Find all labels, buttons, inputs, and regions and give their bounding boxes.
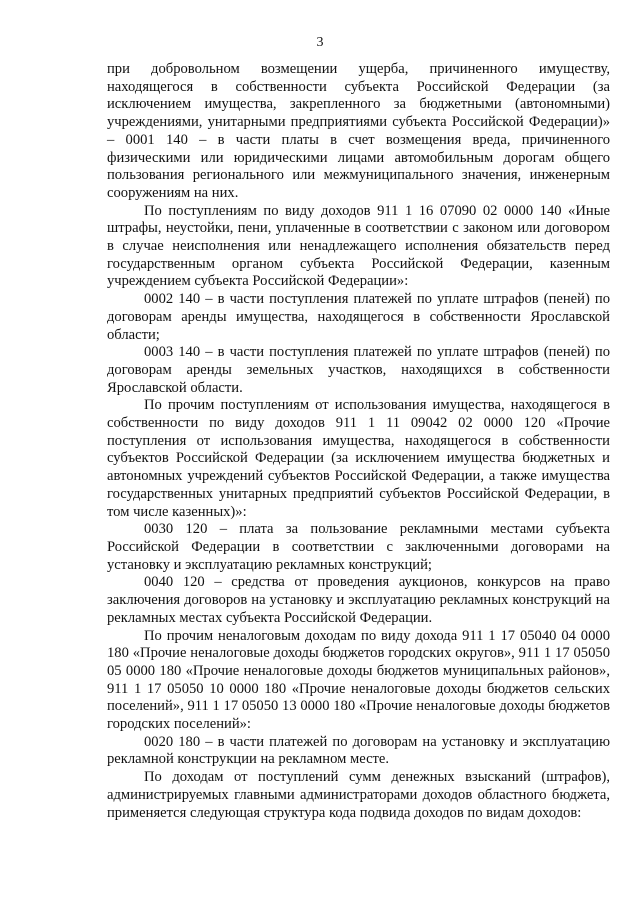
paragraph-code-0002-140: 0002 140 – в части поступления платежей по уплате штрафов (пеней) по договорам аренды имущества, находящегося в собственности Ярославской области; <box>107 291 610 343</box>
paragraph-property-use-income: По прочим поступлениям от использования имущества, находящегося в собственности по виду доходов 911 1 11 09042 02 0000 120 «Прочие поступления от использования имущества, находящегося в собственности субъектов Российской Федерации (за исключением имущества бюджетных и автономных учреждений субъектов Российской Федерации, а также имущества государственных унитарных предприятий субъектов Российской Федерации, в том числе казенных)»: <box>107 397 610 520</box>
paragraph-continuation: при добровольном возмещении ущерба, причиненного имуществу, находящегося в собственности субъекта Российской Федерации (за исключением имущества, закрепленного за бюджетными (автономными) учреждениями, унитарными предприятиями субъекта Российской Федерации)» – 0001 140 – в части платы в счет возмещения вреда, причиненного физическими или юридическими лицами автомобильным дорогам общего пользования регионального или межмуниципального значения, инженерным сооружениям на них. <box>107 61 610 201</box>
paragraph-penalties-structure: По доходам от поступлений сумм денежных взысканий (штрафов), администрируемых главными администраторами доходов областного бюджета, применяется следующая структура кода подвида доходов по видам доходов: <box>107 769 610 821</box>
document-body <box>107 61 610 822</box>
paragraph-code-0030-120: 0030 120 – плата за пользование рекламными местами субъекта Российской Федерации в соответствии с заключенными договорами на установку и эксплуатацию рекламных конструкций; <box>107 521 610 573</box>
paragraph-fines-income-type: По поступлениям по виду доходов 911 1 16 07090 02 0000 140 «Иные штрафы, неустойки, пени, уплаченные в соответствии с законом или договором в случае неисполнения или ненадлежащего исполнения обязательств перед государственным органом субъекта Российской Федерации, казенным учреждением субъекта Российской Федерации»: <box>107 202 610 290</box>
paragraph-code-0040-120: 0040 120 – средства от проведения аукционов, конкурсов на право заключения договоров на установку и эксплуатацию рекламных конструкций на рекламных местах субъекта Российской Федерации. <box>107 574 610 626</box>
paragraph-nontax-income: По прочим неналоговым доходам по виду дохода 911 1 17 05040 04 0000 180 «Прочие неналоговые доходы бюджетов городских округов», 911 1 17 05050 05 0000 180 «Прочие неналоговые доходы бюджетов муниципальных районов», 911 1 17 05050 10 0000 180 «Прочие неналоговые доходы бюджетов сельских поселений», 911 1 17 05050 13 0000 180 «Прочие неналоговые доходы бюджетов городских поселений»: <box>107 627 610 733</box>
paragraph-code-0003-140: 0003 140 – в части поступления платежей по уплате штрафов (пеней) по договорам аренды земельных участков, находящихся в собственности Ярославской области. <box>107 344 610 396</box>
page-number: 3 <box>316 35 324 50</box>
paragraph-code-0020-180: 0020 180 – в части платежей по договорам на установку и эксплуатацию рекламной конструкции на рекламном месте. <box>107 733 610 768</box>
